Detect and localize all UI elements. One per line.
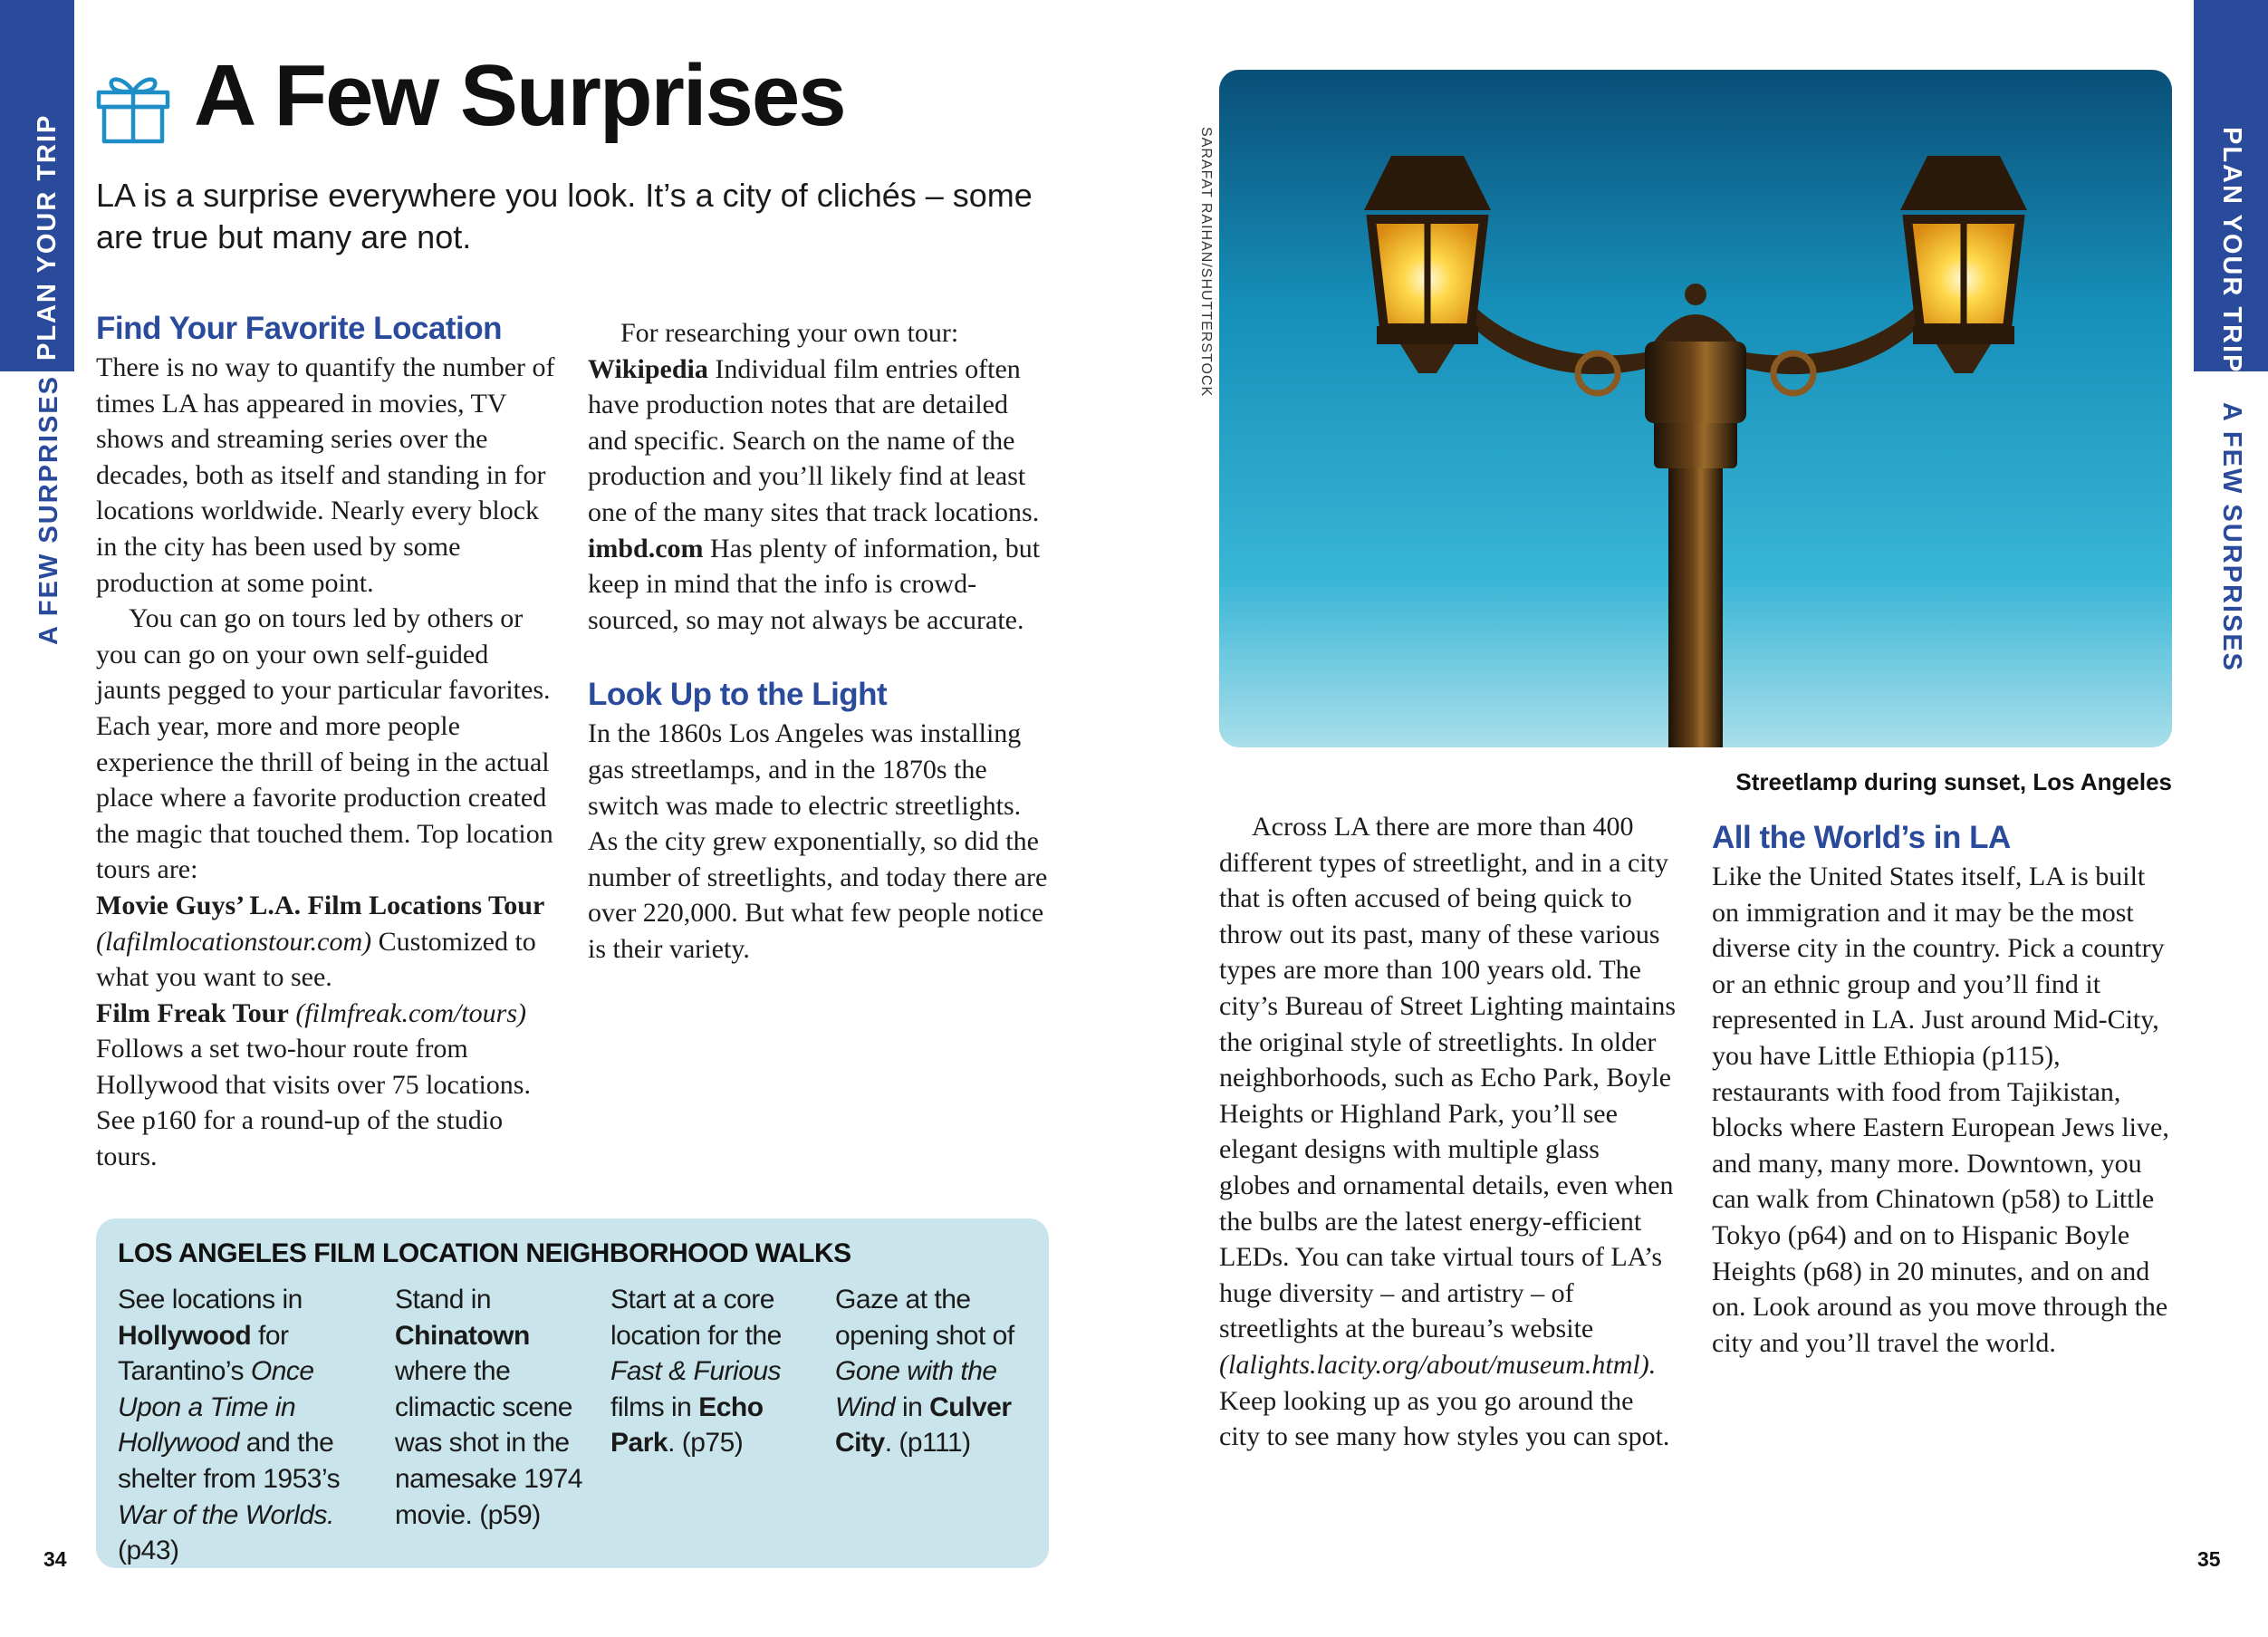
box-c1-b: Hollywood (118, 1320, 252, 1351)
box-col-4 (835, 1282, 1036, 1461)
box-c3-e: . (p75) (668, 1428, 744, 1459)
box-c2-b: Chinatown (395, 1320, 530, 1351)
box-c4-d: Culver City (835, 1391, 1012, 1459)
box-c4-c: in (901, 1391, 923, 1422)
page-number-right: 35 (2197, 1547, 2221, 1571)
photo-credit: SARAFAT RAIHAN/SHUTTERSTOCK (1198, 127, 1214, 398)
box-c1-a: See locations in (118, 1285, 303, 1314)
tour2-entry (96, 996, 558, 1175)
box-c3-a: Start at a core location for the (610, 1285, 782, 1351)
box-c3-b: Fast & Furious (610, 1356, 782, 1387)
column-1 (96, 308, 558, 1175)
streetlamp-photo (1219, 70, 2172, 747)
tour2-url: (filmfreak.com/tours) (295, 997, 526, 1028)
section2-p2-end: Keep looking up as you go around the city to see many how styles you can spot. (1219, 1385, 1670, 1452)
section2-url: (lalights.lacity.org/about/museum.html). (1219, 1349, 1657, 1380)
box-c1-f: War of the Worlds. (118, 1499, 334, 1530)
tour1-url: (lafilmlocationstour.com) (96, 926, 372, 957)
section3-p1: Like the United States itself, LA is built on immigration and it may be the most diverse city in the country. Pick a country or an ethnic group and you’ll find it represented in LA. Just around Mid-City, you have Little Ethiopia (p115), restaurants with food from Tajikistan, blocks where Eastern European Jews live, and many, many more. Downtown, you can walk from Chinatown (p58) to Little Tokyo (p64) and on to Hispanic Boyle Heights (p68) in 20 minutes, and on and on. Look around as you move through the city and you’ll travel the world. (1712, 862, 2169, 1358)
box-col-3 (610, 1282, 817, 1461)
column-2 (588, 315, 1050, 968)
column-4 (1712, 817, 2174, 1361)
left-chapter-label: A FEW SURPRISES (34, 374, 63, 645)
res2-entry (588, 531, 1050, 639)
res1-desc: Individual film entries often have production notes that are detailed and specific. Search on the name of the production and you’ll likely find at least one of the many sites that track locations. (588, 353, 1040, 527)
gift-icon (94, 67, 172, 145)
section2-heading: Look Up to the Light (588, 677, 888, 713)
section3-heading: All the World’s in LA (1712, 820, 2011, 855)
section2-p2: Across LA there are more than 400 different types of streetlight, and in a city that is often accused of being quick to throw out its past, many of these various types are more than 100 years old. The city’s Bureau of Street Lighting maintains the original style of streetlights. In older neighborhoods, such as Echo Park, Boyle Heights or Highland Park, you’ll see elegant designs with multiple glass globes and ornamental details, even when the bulbs are the latest energy-efficient LEDs. You can take virtual tours of LA’s huge diversity – and artistry – of streetlights at the bureau’s website (1219, 812, 1677, 1344)
box-title: LOS ANGELES FILM LOCATION NEIGHBORHOOD WALKS (118, 1238, 851, 1268)
tour1-entry (96, 888, 558, 996)
right-section-label: PLAN YOUR TRIP (2217, 127, 2246, 374)
left-section-label: PLAN YOUR TRIP (33, 113, 62, 361)
page-number-left: 34 (43, 1547, 67, 1571)
section1-p2: You can go on tours led by others or you can go on your own self-guided jaunts pegged to your particular favorites. Each year, more and more people experience the thrill of being in the actual place where a favorite production created the magic that touched them. Top location tours are: (96, 603, 553, 885)
box-c4-b: Gone with the Wind (835, 1356, 997, 1422)
section1-p1: There is no way to quantify the number of times LA has appeared in movies, TV shows and streaming series over the decades, both as itself and standing in for locations worldwide. Nearly every block in the city has been used by some production at some point. (96, 352, 555, 598)
res2-desc: Has plenty of information, but keep in mind that the info is crowd-sourced, so may not always be accurate. (588, 533, 1041, 635)
box-c4-a: Gaze at the opening shot of (835, 1285, 1014, 1351)
box-c1-d: Once Upon a Time in Hollywood (118, 1356, 314, 1459)
box-c1-c: for Tarantino’s (118, 1320, 289, 1387)
res2-name: imbd.com (588, 533, 704, 563)
box-c1-e: and the shelter from 1953’s (118, 1428, 341, 1494)
column-3 (1219, 809, 1677, 1455)
res1-entry (588, 351, 1050, 531)
film-walks-box (96, 1218, 1049, 1568)
page-title: A Few Surprises (194, 47, 845, 144)
section1-heading: Find Your Favorite Location (96, 311, 503, 346)
box-c3-d: Echo Park (610, 1391, 764, 1459)
tour1-desc: Customized to what you want to see. (96, 926, 536, 993)
box-col-2 (395, 1282, 594, 1533)
section2-p2-wrap (1219, 809, 1677, 1455)
box-c3-c: films in (610, 1391, 692, 1422)
box-c1-g: (p43) (118, 1536, 179, 1566)
box-c2-c: where the climactic scene was shot in the namesake 1974 movie. (p59) (395, 1356, 582, 1530)
photo-caption: Streetlamp during sunset, Los Angeles (1735, 768, 2172, 795)
section1-p3: For researching your own tour: (620, 318, 959, 348)
tour1-name: Movie Guys’ L.A. Film Locations Tour (96, 890, 545, 920)
tour2-desc: Follows a set two-hour route from Hollywood that visits over 75 locations. See p160 for a round-up of the studio tours. (96, 1034, 531, 1172)
section2-p1: In the 1860s Los Angeles was installing gas streetlamps, and in the 1870s the switch was made to electric streetlights. As the city grew exponentially, so did the number of streetlights, and today there are over 220,000. But what few people notice is their variety. (588, 718, 1048, 964)
right-chapter-label: A FEW SURPRISES (2217, 402, 2246, 673)
box-col-1 (118, 1282, 362, 1569)
intro-text: LA is a surprise everywhere you look. It’s a city of clichés – some are true but many are not. (96, 177, 1033, 255)
tour2-name: Film Freak Tour (96, 997, 289, 1028)
box-c2-a: Stand in (395, 1285, 492, 1314)
box-c4-e: . (p111) (884, 1428, 971, 1459)
res1-name: Wikipedia (588, 353, 708, 384)
